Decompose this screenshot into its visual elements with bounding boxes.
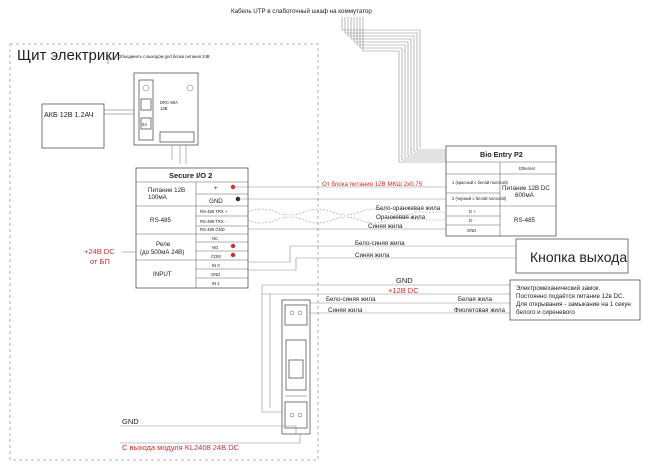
orange-wire-label: Оранжевая жила <box>376 214 426 221</box>
lock-line-2: Постоянно подаётся питание 12в DC. <box>516 293 625 300</box>
sio-rs485-label: RS-485 <box>150 217 171 224</box>
lock-line-4: белого и сиреневого <box>516 309 575 316</box>
psu-fuse: 5A <box>142 122 148 127</box>
bio-entry-ethernet: Ethernet <box>519 166 535 171</box>
psu-feed-label: От блока питания 12В МКШ 2х0.75 <box>322 181 423 188</box>
bio-entry-power-2: 600мА <box>515 192 534 199</box>
power-supply-unit <box>134 73 198 145</box>
sio-power-label-2: 100мА <box>148 194 167 201</box>
bio-entry-pin-dm: D - <box>469 218 475 223</box>
sio-input-label: INPUT <box>153 271 172 278</box>
white-orange-wire-label: Бело-оранжевая жила <box>376 205 441 212</box>
sio-term-gnd: GND <box>209 198 223 205</box>
bio-entry-reader <box>446 146 556 236</box>
bio-entry-power-1: Питание 12В DC <box>502 185 550 192</box>
sio-power-label-1: Питание 12В <box>148 187 186 194</box>
sio-term-plus: + <box>214 185 218 192</box>
utp-cable-label: Кабель UTP в слаботочный шкаф на коммутатор <box>231 8 372 15</box>
gnd-mid-label: GND <box>396 276 413 285</box>
gnd-bottom-label: GND <box>122 417 139 426</box>
bio-entry-pin1: 1 (красный с белой полосой) <box>452 180 508 185</box>
bio-entry-title: Bio Entry P2 <box>480 150 523 159</box>
sio-term-trx-minus: RS-485 TRX - <box>200 219 227 224</box>
bio-entry-pin2: 2 (черный с белой полосой) <box>452 196 507 201</box>
lock-white-label: Белая жила <box>458 296 493 303</box>
exit-white-blue-label: Бело-синяя жила <box>355 240 405 247</box>
plus24-label: +24В DC <box>84 247 115 256</box>
psu-model: DRC-60A <box>160 100 178 105</box>
sio-term-nc: NC <box>212 236 219 241</box>
lock-blue-label: Синяя жила <box>328 307 363 314</box>
sio-term-in1: IN 1 <box>212 281 220 286</box>
sio-term-rs485-gnd: RS-485 GND <box>200 227 225 232</box>
lock-line-1: Электромеханический замок. <box>516 285 601 292</box>
lock-white-blue-label: Бело-синяя жила <box>326 296 376 303</box>
sio-relay-label-1: Реле <box>156 241 171 248</box>
lock-purple-label: Фиолетовая жила <box>454 307 505 314</box>
plus12-label: +12В DC <box>388 286 419 295</box>
lock-line-3: Для открывания - замыкание на 1 секун <box>516 301 631 308</box>
battery-label: АКБ 12В 1.2АЧ <box>44 110 94 119</box>
no-terminal-dot <box>231 244 235 248</box>
bio-entry-pin-gnd: GND <box>467 228 477 233</box>
from-psu-label: от БП <box>90 257 110 266</box>
panel-title: Щит электрики <box>17 47 121 64</box>
sio-term-com: COM <box>211 254 221 259</box>
kl-out-label: С выхода модуля KL2408 24В DC <box>122 443 240 452</box>
sio-term-no: NO <box>212 245 219 250</box>
utp-cable-bundle <box>342 17 446 162</box>
exit-blue-label: Синяя жила <box>355 252 390 259</box>
exit-button-label: Кнопка выхода <box>530 249 628 265</box>
blue-wire-label: Синяя жила <box>368 223 403 230</box>
sio-term-in0: IN 0 <box>212 263 220 268</box>
psu-voltage: 12В <box>160 106 168 111</box>
sio-term-in-gnd: GND <box>211 272 221 277</box>
com-terminal-dot <box>231 253 235 257</box>
sio-relay-label-2: (до 500мА 24В) <box>140 249 185 256</box>
bridge-note: Объединить с выходом gnd блока питания 24В <box>118 54 210 59</box>
sio-term-trx-plus: RS-485 TRX + <box>200 209 228 214</box>
bio-entry-pin-dp: D + <box>469 209 476 214</box>
din-relay-module <box>282 300 310 434</box>
secure-io-title: Secure I/O 2 <box>169 171 213 180</box>
bio-entry-rs485: RS-485 <box>514 217 535 224</box>
